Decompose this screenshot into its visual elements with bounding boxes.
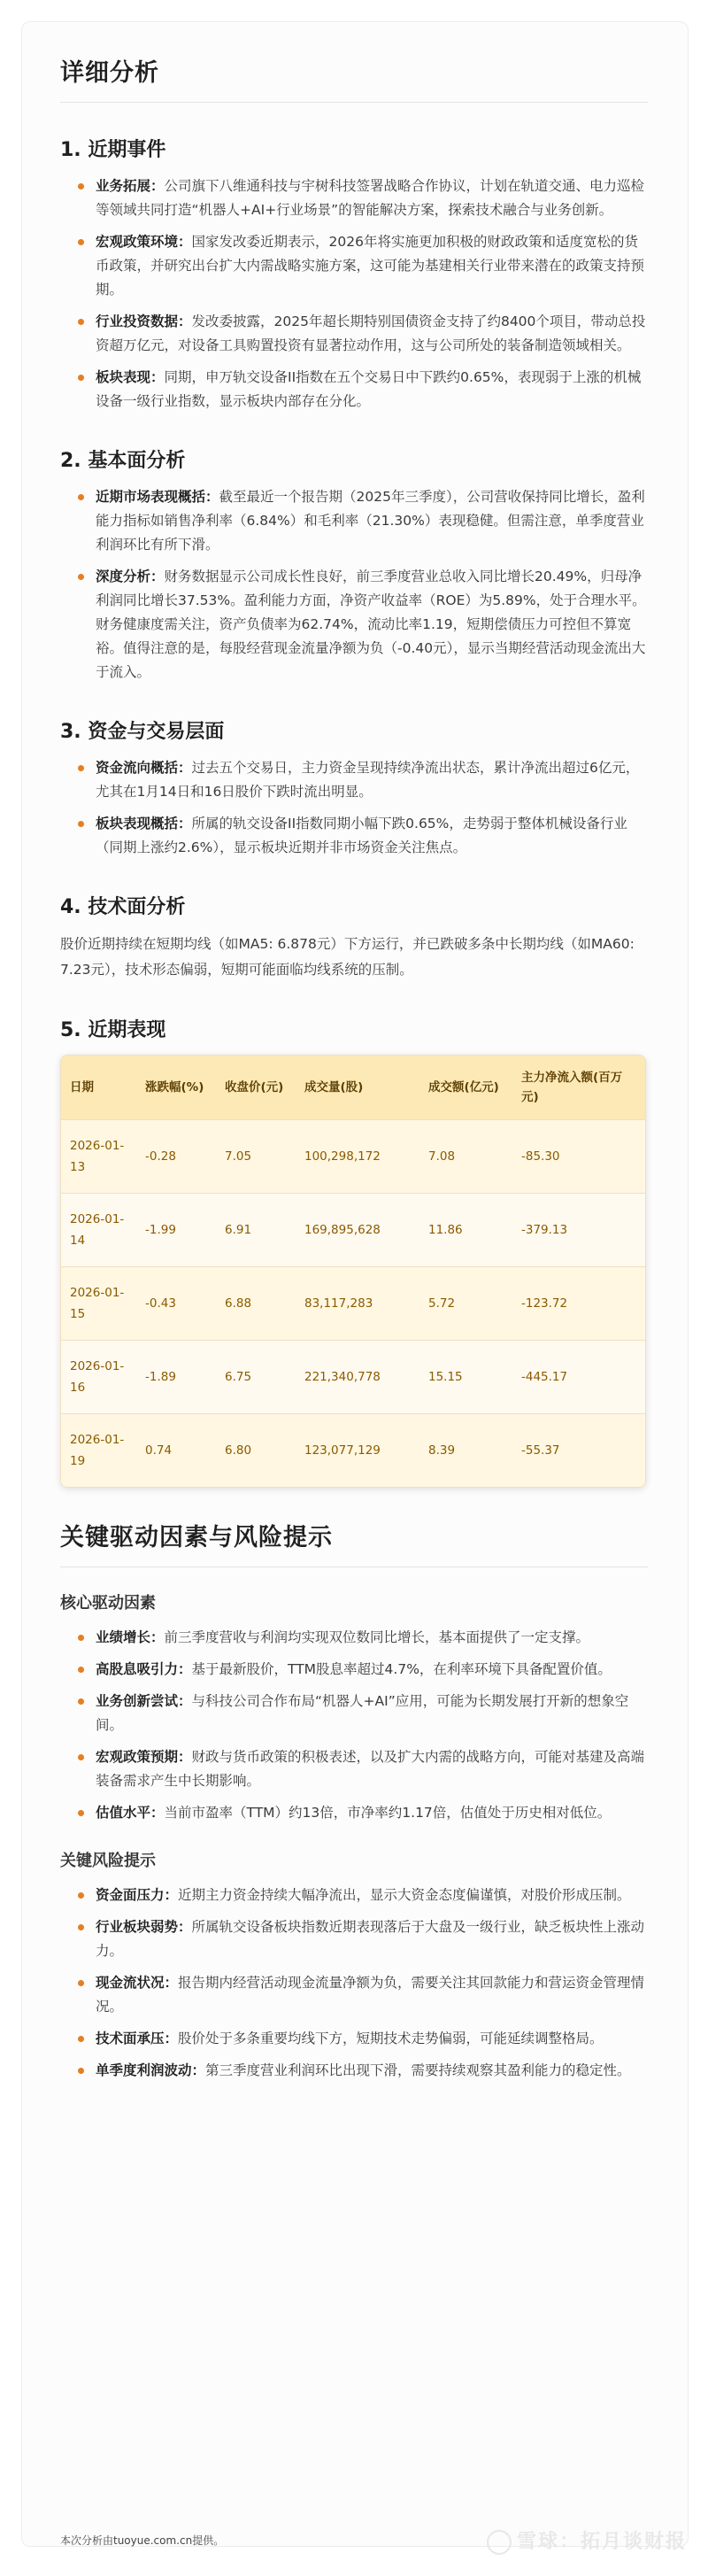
table-cell: 100,298,172: [296, 1120, 419, 1194]
section-heading-technical: 4. 技术面分析: [60, 896, 186, 918]
watermark: 雪球：拓月谈财报: [487, 2526, 687, 2555]
report-content: [60, 27, 648, 2091]
table-row: [61, 1267, 645, 1341]
bullet-icon: [78, 821, 84, 827]
risk-list: [60, 1884, 648, 2083]
list-item: 板块表现：同期，申万轨交设备II指数在五个交易日中下跌约0.65%，表现弱于上涨的机械设备一级行业指数，显示板块内部存在分化。: [60, 366, 648, 414]
table-cell: -55.37: [512, 1414, 645, 1488]
performance-table: [61, 1056, 645, 1487]
bullet-icon: [78, 183, 84, 190]
performance-table-wrapper: [60, 1055, 646, 1488]
table-cell: 5.72: [419, 1267, 512, 1341]
table-cell: 7.05: [216, 1120, 296, 1194]
list-item: 近期市场表现概括：截至最近一个报告期（2025年三季度），公司营收保持同比增长，盈利能力指标如销售净利率（6.84%）和毛利率（21.30%）表现稳健。但需注意，单季度营业利润环比有所下滑。: [60, 485, 648, 557]
table-cell: 15.15: [419, 1341, 512, 1414]
table-row: [61, 1194, 645, 1267]
bullet-icon: [78, 319, 84, 325]
list-item: 行业投资数据：发改委披露，2025年超长期特别国债资金支持了约8400个项目，带动总投资超万亿元，对设备工具购置投资有显著拉动作用，这与公司所处的装备制造领域相关。: [60, 310, 648, 358]
bullet-icon: [78, 1635, 84, 1641]
table-row: [61, 1120, 645, 1194]
bullet-icon: [78, 1667, 84, 1673]
bullet-icon: [78, 1980, 84, 1986]
table-cell: -1.99: [136, 1194, 216, 1267]
bullet-icon: [78, 2068, 84, 2074]
table-cell: -0.28: [136, 1120, 216, 1194]
table-cell: -0.43: [136, 1267, 216, 1341]
list-item: 现金流状况：报告期内经营活动现金流量净额为负，需要关注其回款能力和营运资金管理情况。: [60, 1971, 648, 2019]
technical-paragraph: 股价近期持续在短期均线（如MA5: 6.878元）下方运行，并已跌破多条中长期均线（如MA60: 7.23元），技术形态偏弱，短期可能面临均线系统的压制。: [60, 936, 635, 978]
table-cell: 6.75: [216, 1341, 296, 1414]
core-drivers-heading: 核心驱动因素: [60, 1594, 156, 1613]
drivers-title: 关键驱动因素与风险提示: [60, 1518, 648, 1567]
core-drivers-list: [60, 1626, 648, 1825]
bullet-icon: [78, 1924, 84, 1930]
table-cell: -85.30: [512, 1120, 645, 1194]
list-item: 业务拓展：公司旗下八维通科技与宇树科技签署战略合作协议，计划在轨道交通、电力巡检等领域共同打造“机器人+AI+行业场景”的智能解决方案，探索技术融合与业务创新。: [60, 174, 648, 222]
bullet-icon: [78, 375, 84, 381]
column-header: 主力净流入额(百万元): [512, 1056, 645, 1120]
risk-heading: 关键风险提示: [60, 1852, 156, 1870]
list-item: 业绩增长：前三季度营收与利润均实现双位数同比增长，基本面提供了一定支撑。: [60, 1626, 648, 1650]
list-item: 业务创新尝试：与科技公司合作布局“机器人+AI”应用，可能为长期发展打开新的想象空间。: [60, 1690, 648, 1737]
bullet-icon: [78, 1754, 84, 1760]
bullet-icon: [78, 765, 84, 771]
table-cell: 6.80: [216, 1414, 296, 1488]
footer-note: 本次分析由tuoyue.com.cn提供。: [60, 2534, 225, 2547]
table-cell: 0.74: [136, 1414, 216, 1488]
table-cell: 2026-01-19: [61, 1414, 136, 1488]
table-row: [61, 1414, 645, 1488]
list-item: 技术面承压：股价处于多条重要均线下方，短期技术走势偏弱，可能延续调整格局。: [60, 2027, 648, 2051]
fundamentals-list: [60, 485, 648, 685]
section-heading-fundamentals: 2. 基本面分析: [60, 450, 186, 472]
table-row: [61, 1341, 645, 1414]
snowball-logo-icon: [487, 2530, 512, 2555]
bullet-icon: [78, 574, 84, 580]
events-list: [60, 174, 648, 414]
table-cell: 169,895,628: [296, 1194, 419, 1267]
list-item: 宏观政策预期：财政与货币政策的积极表述，以及扩大内需的战略方向，可能对基建及高端装备需求产生中长期影响。: [60, 1745, 648, 1793]
bullet-icon: [78, 1892, 84, 1899]
list-item: 板块表现概括：所属的轨交设备II指数同期小幅下跌0.65%，走势弱于整体机械设备行业（同期上涨约2.6%），显示板块近期并非市场资金关注焦点。: [60, 812, 648, 860]
table-cell: 11.86: [419, 1194, 512, 1267]
table-cell: 2026-01-13: [61, 1120, 136, 1194]
column-header: 涨跌幅(%): [136, 1056, 216, 1120]
bullet-icon: [78, 1810, 84, 1816]
list-item: 宏观政策环境：国家发改委近期表示，2026年将实施更加积极的财政政策和适度宽松的货币政策，并研究出台扩大内需战略实施方案，这可能为基建相关行业带来潜在的政策支持预期。: [60, 230, 648, 302]
table-cell: -379.13: [512, 1194, 645, 1267]
section-heading-performance: 5. 近期表现: [60, 1019, 166, 1041]
capital-list: [60, 756, 648, 860]
list-item: 行业板块弱势：所属轨交设备板块指数近期表现落后于大盘及一级行业，缺乏板块性上涨动力。: [60, 1915, 648, 1963]
section-heading-events: 1. 近期事件: [60, 139, 166, 161]
table-cell: 123,077,129: [296, 1414, 419, 1488]
table-header-row: [61, 1056, 645, 1120]
list-item: 估值水平：当前市盈率（TTM）约13倍，市净率约1.17倍，估值处于历史相对低位。: [60, 1801, 648, 1825]
table-cell: 6.88: [216, 1267, 296, 1341]
table-cell: 7.08: [419, 1120, 512, 1194]
table-cell: 6.91: [216, 1194, 296, 1267]
page-title: 详细分析: [60, 53, 648, 103]
column-header: 收盘价(元): [216, 1056, 296, 1120]
list-item: 资金流向概括：过去五个交易日，主力资金呈现持续净流出状态，累计净流出超过6亿元，尤其在1月14日和16日股价下跌时流出明显。: [60, 756, 648, 804]
table-cell: 83,117,283: [296, 1267, 419, 1341]
table-cell: 221,340,778: [296, 1341, 419, 1414]
table-cell: 2026-01-15: [61, 1267, 136, 1341]
bullet-icon: [78, 1698, 84, 1705]
column-header: 成交量(股): [296, 1056, 419, 1120]
list-item: 深度分析：财务数据显示公司成长性良好，前三季度营业总收入同比增长20.49%，归母净利润同比增长37.53%。盈利能力方面，净资产收益率（ROE）为5.89%，处于合理水平。财务健康度需关注，资产负债率为62.74%，流动比率1.19，短期偿债压力可控但不算宽裕。值得注意的是，每股经营现金流量净额为负（-0.40元），显示当期经营活动现金流出大于流入。: [60, 565, 648, 685]
section-heading-capital: 3. 资金与交易层面: [60, 721, 225, 743]
list-item: 高股息吸引力：基于最新股价，TTM股息率超过4.7%，在利率环境下具备配置价值。: [60, 1658, 648, 1682]
column-header: 成交额(亿元): [419, 1056, 512, 1120]
bullet-icon: [78, 494, 84, 500]
table-cell: -445.17: [512, 1341, 645, 1414]
table-cell: -123.72: [512, 1267, 645, 1341]
list-item: 单季度利润波动：第三季度营业利润环比出现下滑，需要持续观察其盈利能力的稳定性。: [60, 2059, 648, 2083]
table-cell: 2026-01-16: [61, 1341, 136, 1414]
bullet-icon: [78, 2036, 84, 2042]
bullet-icon: [78, 239, 84, 245]
column-header: 日期: [61, 1056, 136, 1120]
list-item: 资金面压力：近期主力资金持续大幅净流出，显示大资金态度偏谨慎，对股价形成压制。: [60, 1884, 648, 1907]
table-cell: 2026-01-14: [61, 1194, 136, 1267]
table-cell: -1.89: [136, 1341, 216, 1414]
table-cell: 8.39: [419, 1414, 512, 1488]
